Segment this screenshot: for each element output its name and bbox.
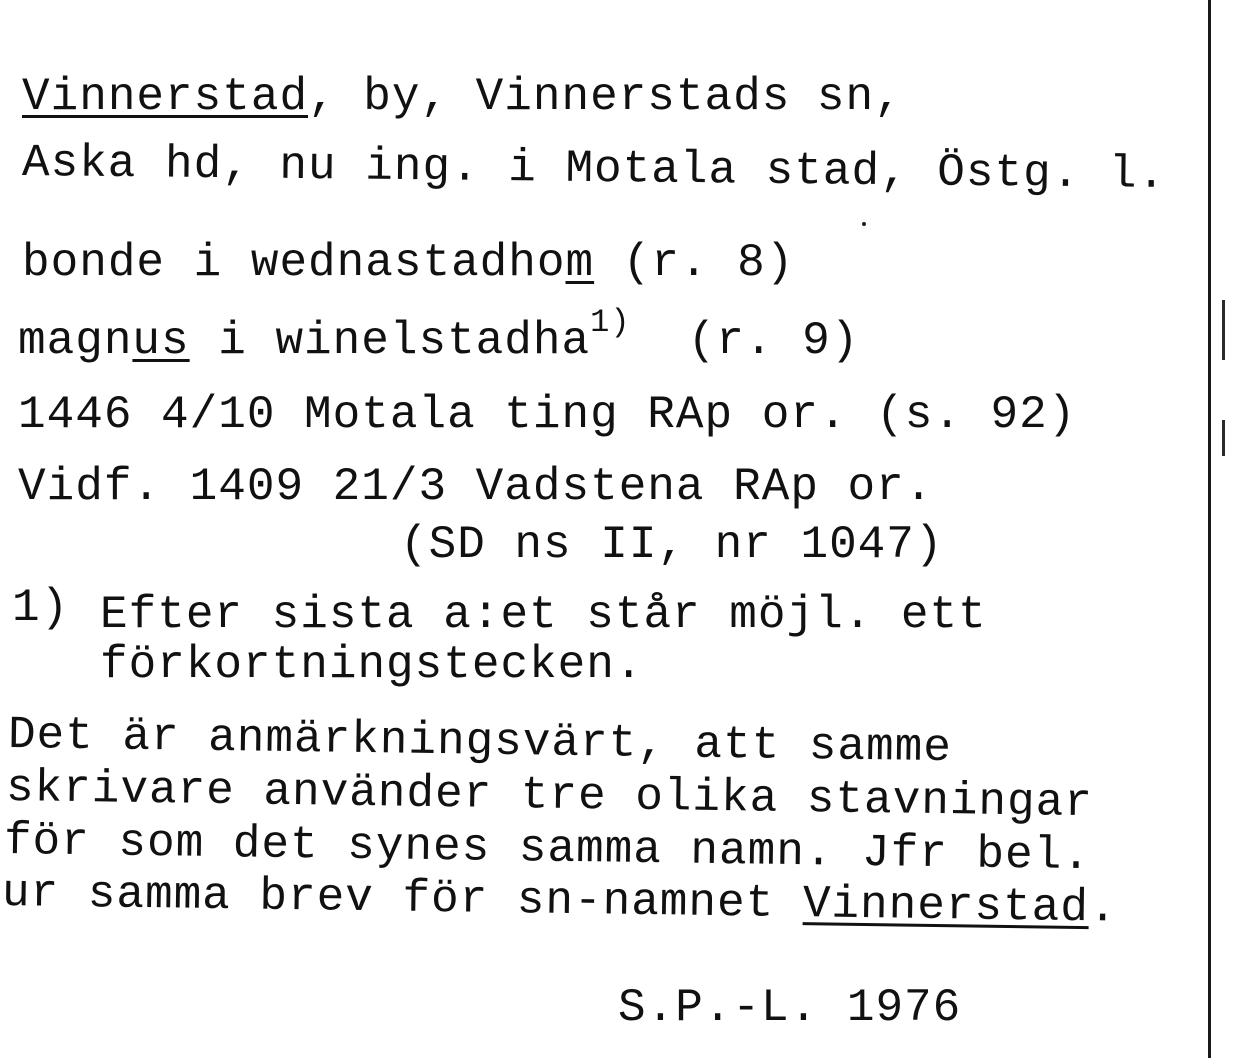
remark-line-2: skrivare använder tre olika stavningar xyxy=(5,762,1094,830)
remark-line-3: för som det synes samma namn. Jfr bel. xyxy=(3,815,1092,883)
entry-winelstadha: magnus i winelstadha$^{1)}$ (r. 9) xyxy=(18,304,860,367)
remark-line-4: ur samma brev för sn-namnet Vinnerstad. xyxy=(1,867,1118,935)
remark-line-1: Det är anmärkningsvärt, att samme xyxy=(7,709,953,775)
heading-rest: , by, Vinnerstads sn, xyxy=(308,71,903,123)
footnote-marker: 1) xyxy=(12,582,70,634)
vidf-line-1: Vidf. 1409 21/3 Vadstena RAp or. xyxy=(18,461,934,513)
place-name: Vinnerstad xyxy=(22,71,309,123)
signature: S.P.-L. 1976 xyxy=(618,982,962,1034)
source-1446: 1446 4/10 Motala ting RAp or. (s. 92) xyxy=(18,389,1077,441)
footnote-line-2: förkortningstecken. xyxy=(100,639,644,691)
footnote-ref: 1) xyxy=(590,304,631,341)
smudge-dot xyxy=(862,222,866,226)
place-name-ref: Vinnerstad xyxy=(802,878,1090,935)
entry-wednastadhom: bonde i wednastadhom (r. 8) xyxy=(22,237,795,289)
footnote-line-1: Efter sista a:et står möjl. ett xyxy=(100,589,987,641)
heading-line-1 xyxy=(22,71,903,123)
heading-line-2: Aska hd, nu ing. i Motala stad, Östg. l. xyxy=(21,137,1167,201)
card-edge-mark xyxy=(1222,420,1225,456)
vidf-line-2: (SD ns II, nr 1047) xyxy=(400,519,944,571)
card-edge xyxy=(1208,0,1211,1058)
card-edge-mark xyxy=(1222,300,1225,360)
